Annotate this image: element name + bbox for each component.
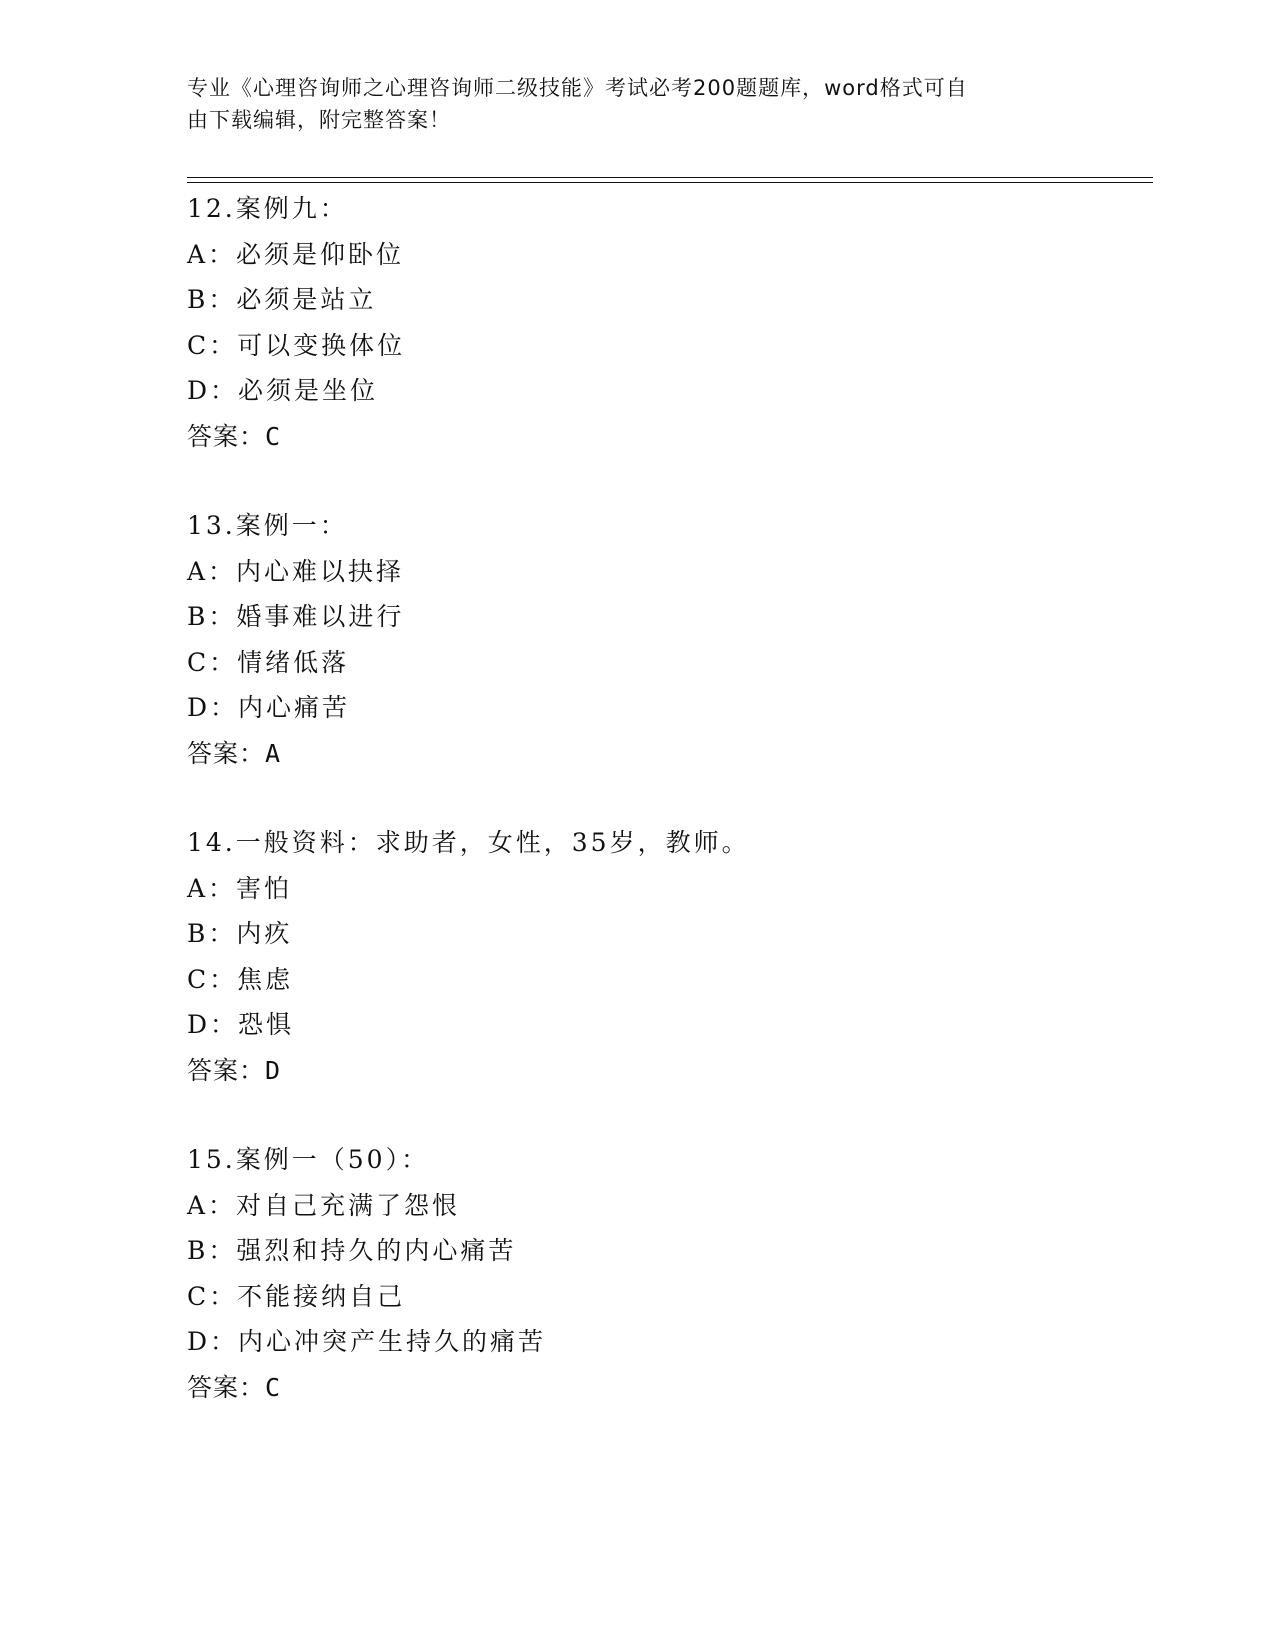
answer-value: C <box>265 1372 281 1402</box>
question-15 <box>187 1137 1147 1410</box>
document-header <box>187 72 1067 136</box>
option-d: D：恐惧 <box>187 1010 295 1039</box>
question-12 <box>187 186 1147 459</box>
question-13 <box>187 503 1147 776</box>
question-14 <box>187 820 1147 1093</box>
option-a: A：内心难以抉择 <box>187 556 405 586</box>
option-c: C：焦虑 <box>187 964 294 994</box>
option-c: C：不能接纳自己 <box>187 1281 406 1311</box>
option-c: C：可以变换体位 <box>187 330 406 360</box>
header-line-1: 专业《心理咨询师之心理咨询师二级技能》考试必考200题题库，word格式可自 <box>187 76 968 100</box>
option-a: A：对自己充满了怨恨 <box>187 1190 461 1220</box>
option-a: A：害怕 <box>187 873 293 903</box>
option-c: C：情绪低落 <box>187 647 350 677</box>
answer-line <box>187 1048 1147 1094</box>
header-divider-bottom <box>187 182 1153 183</box>
answer-line <box>187 731 1147 777</box>
answer-label: 答案： <box>187 1055 266 1085</box>
option-b: B：必须是站立 <box>187 285 377 314</box>
answer-label: 答案： <box>187 738 266 768</box>
answer-label: 答案： <box>187 421 266 451</box>
option-b: B：婚事难以进行 <box>187 602 405 631</box>
option-d: D：内心冲突产生持久的痛苦 <box>187 1327 547 1356</box>
question-stem: 12.案例九： <box>187 194 348 223</box>
answer-label: 答案： <box>187 1372 266 1402</box>
header-line-2: 由下载编辑，附完整答案！ <box>187 108 451 132</box>
question-stem: 14.一般资料：求助者，女性，35岁，教师。 <box>187 828 750 857</box>
question-stem: 15.案例一（50）： <box>187 1145 430 1174</box>
answer-line <box>187 414 1147 460</box>
answer-value: C <box>265 421 281 451</box>
answer-value: A <box>265 738 281 768</box>
option-d: D：必须是坐位 <box>187 376 379 405</box>
option-b: B：强烈和持久的内心痛苦 <box>187 1236 517 1265</box>
question-stem: 13.案例一： <box>187 511 348 540</box>
option-a: A：必须是仰卧位 <box>187 239 405 269</box>
option-b: B：内疚 <box>187 919 293 948</box>
answer-value: D <box>265 1055 281 1085</box>
header-divider-top <box>187 177 1153 178</box>
answer-line <box>187 1365 1147 1411</box>
option-d: D：内心痛苦 <box>187 693 351 722</box>
